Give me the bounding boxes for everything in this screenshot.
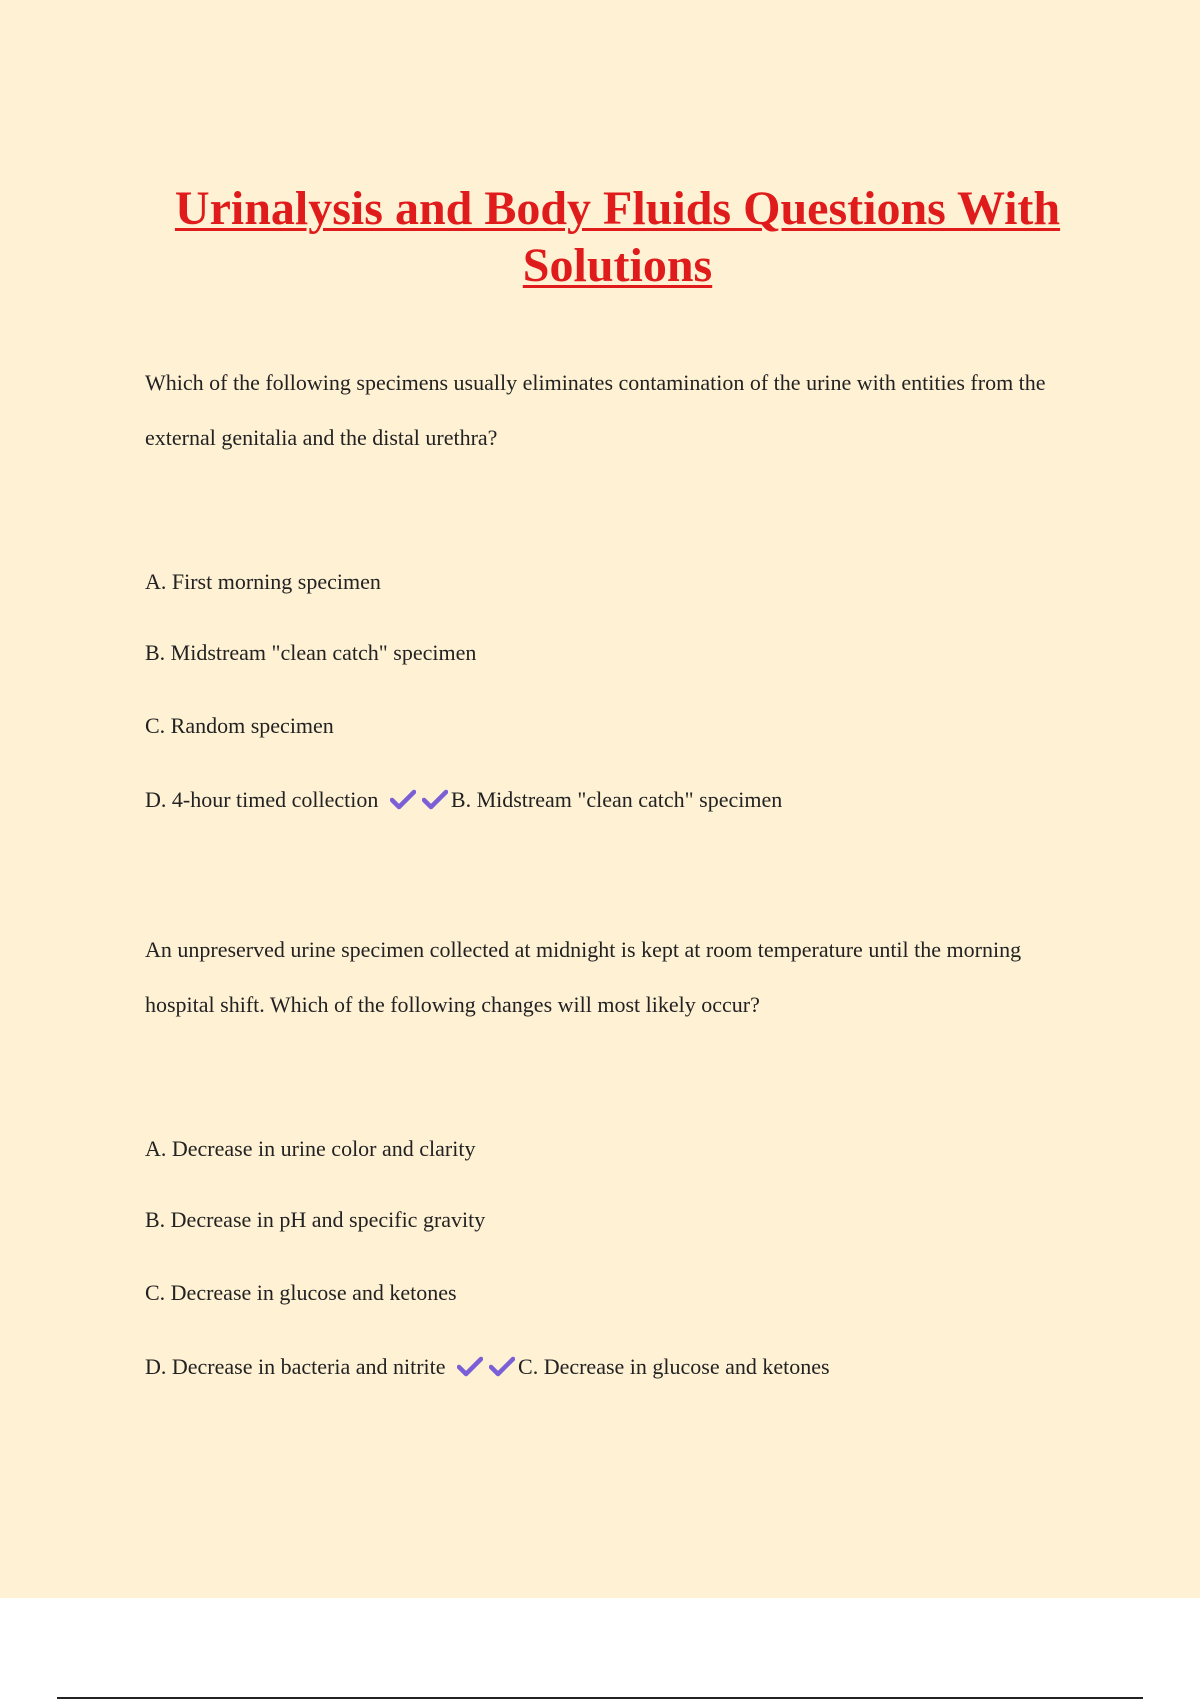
question-1-option-d: D. 4-hour timed collection xyxy=(145,787,379,812)
question-2-option-c: C. Decrease in glucose and ketones xyxy=(145,1280,457,1305)
check-icon xyxy=(489,1356,515,1378)
question-2-option-b: B. Decrease in pH and specific gravity xyxy=(145,1207,486,1232)
check-icon xyxy=(457,1356,483,1378)
question-1-answer: B. Midstream "clean catch" specimen xyxy=(450,787,783,812)
question-2-prompt: An unpreserved urine specimen collected at midnight is kept at room temperature until the morning hospital shift. Which of the following changes will most likely occur? xyxy=(145,937,1022,1017)
question-1-prompt: Which of the following specimens usually eliminates contamination of the urine with entities from the external genitalia and the distal urethra? xyxy=(145,370,1046,450)
check-icon xyxy=(422,789,448,811)
footer-divider xyxy=(57,1697,1143,1699)
document-title: Urinalysis and Body Fluids Questions With Solutions xyxy=(174,182,1061,292)
question-2-answer: C. Decrease in glucose and ketones xyxy=(518,1354,830,1379)
question-2-option-d-with-answer xyxy=(145,1352,830,1382)
question-1-option-d-with-answer xyxy=(145,785,782,815)
question-1-option-a: A. First morning specimen xyxy=(145,569,381,594)
question-2-option-d: D. Decrease in bacteria and nitrite xyxy=(145,1354,446,1379)
question-2-option-a: A. Decrease in urine color and clarity xyxy=(145,1136,476,1161)
question-1-option-b: B. Midstream "clean catch" specimen xyxy=(145,640,477,665)
check-icon xyxy=(390,789,416,811)
question-1-option-c: C. Random specimen xyxy=(145,713,334,738)
